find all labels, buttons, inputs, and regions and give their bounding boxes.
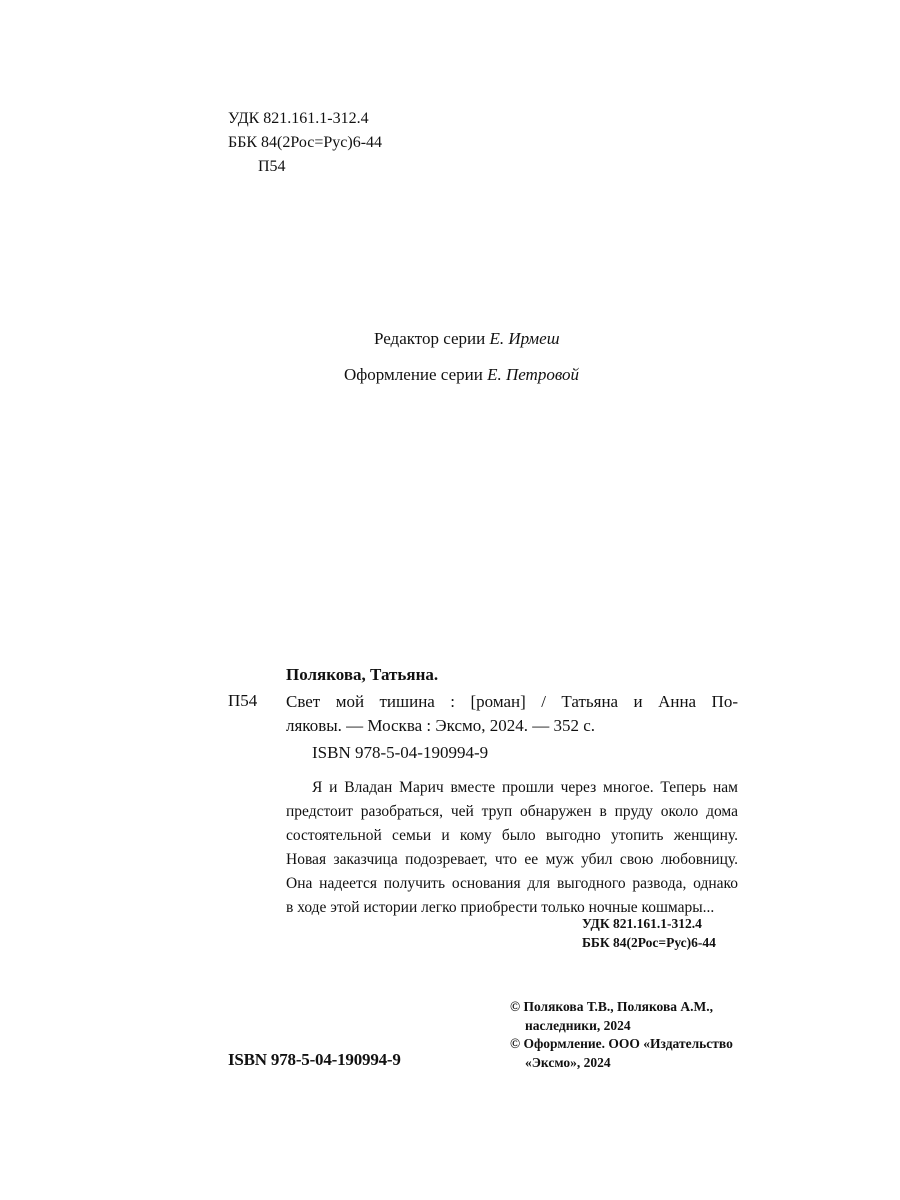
annotation-line: Я и Владан Марич вместе прошли через многое. Теперь нам	[312, 779, 738, 796]
bibliographic-description-line: ляковы. — Москва : Эксмо, 2024. — 352 с.	[286, 716, 596, 735]
annotation-line: Новая заказчица подозревает, что ее муж убил свою любовницу.	[286, 851, 738, 868]
annotation	[286, 776, 738, 920]
annotation-line: Она надеется получить основания для выгодного развода, однако	[286, 875, 738, 892]
bbk-code: ББК 84(2Рос=Рус)6-44	[228, 134, 383, 151]
bbk-code-bold: ББК 84(2Рос=Рус)6-44	[582, 935, 716, 950]
copyright-design-line: «Эксмо», 2024	[525, 1055, 611, 1070]
series-editor-name: Е. Ирмеш	[489, 329, 560, 348]
annotation-line: состоятельной семьи и кому было выгодно утопить женщину.	[286, 827, 738, 844]
series-design-credit	[344, 364, 579, 386]
annotation-line: в ходе этой истории легко приобрести только ночные кошмары...	[286, 899, 715, 916]
copyright-authors-line: наследники, 2024	[525, 1018, 631, 1033]
isbn-footer: ISBN 978-5-04-190994-9	[228, 1050, 401, 1069]
bibliographic-description-line: Свет мой тишина : [роман] / Татьяна и Анна По-	[286, 692, 738, 711]
bibliographic-description	[286, 690, 738, 738]
copyright-authors-line: © Полякова Т.В., Полякова А.М.,	[510, 999, 713, 1014]
copyright-authors	[510, 997, 713, 1035]
udk-code-bold: УДК 821.161.1-312.4	[582, 916, 702, 931]
series-editor-label: Редактор серии	[374, 329, 486, 348]
author-sign: П54	[258, 158, 286, 175]
annotation-line: предстоит разобраться, чей труп обнаружен в пруду около дома	[286, 803, 738, 820]
bibliographic-author: Полякова, Татьяна.	[286, 665, 439, 684]
copyright-design	[510, 1034, 733, 1072]
series-editor-credit	[374, 328, 560, 350]
bibliographic-author-sign: П54	[228, 691, 258, 710]
series-design-name: Е. Петровой	[487, 365, 579, 384]
copyright-design-line: © Оформление. ООО «Издательство	[510, 1036, 733, 1051]
udk-code: УДК 821.161.1-312.4	[228, 110, 369, 127]
bibliographic-isbn: ISBN 978-5-04-190994-9	[312, 743, 489, 762]
series-design-label: Оформление серии	[344, 365, 483, 384]
